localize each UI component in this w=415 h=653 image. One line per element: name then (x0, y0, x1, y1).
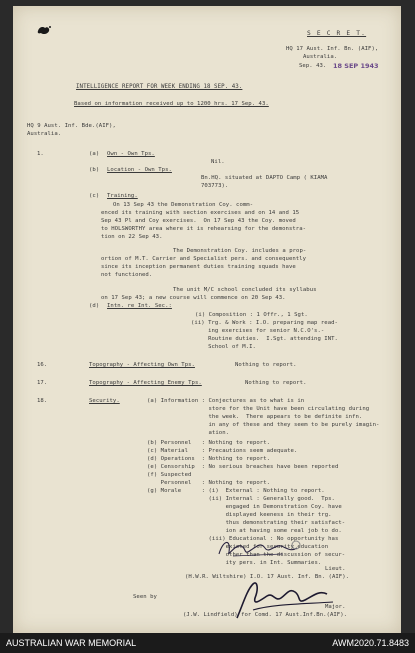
section-number: 17. (37, 380, 48, 386)
security-item: ity pers. in Int. Summaries. (147, 560, 322, 566)
security-item: (ii) Internal : Generally good. Tps. (147, 496, 335, 502)
addressee-line-2: Australia. (27, 131, 62, 137)
security-item: (c) Material : Precautions seem adequate. (147, 448, 298, 454)
int-sec-line: ing exercises for senior N.C.O's.- (191, 328, 325, 334)
security-item: existed for security education (147, 544, 329, 550)
section-heading: Topography - Affecting Own Tps. (89, 362, 195, 368)
archive-footer (0, 633, 415, 653)
security-line: the week. There appears to be definite infn. (147, 414, 363, 420)
training-line: On 13 Sep 43 the Demonstration Coy. comm- (113, 202, 254, 208)
ink-blot (36, 24, 52, 36)
training-line: ortion of M.T. Carrier and Specialist pers. and consequently (101, 256, 307, 262)
signatory-rank: Major. (325, 604, 346, 610)
signatory-name: (H.W.R. Wiltshire) I.O. 17 Aust. Inf. Bn. (AIF). (185, 574, 350, 580)
int-sec-line: School of M.I. (191, 344, 256, 350)
signatory-rank: Lieut. (325, 566, 346, 572)
security-item: engaged in Demonstration Coy. have (147, 504, 342, 510)
int-sec-line: Routine duties. I.Sgt. attending INT. (191, 336, 338, 342)
training-line: since its inception permanent duties training squads have (101, 264, 296, 270)
section-number: 16. (37, 362, 48, 368)
security-line: (a) Information : Conjectures as to what is in (147, 398, 305, 404)
addressee-line-1: HQ 9 Aust. Inf. Bde.(AIF), (27, 123, 116, 129)
section-text: Nothing to report. (235, 362, 297, 368)
security-item: (e) Censorship : No serious breaches have been reported (147, 464, 339, 470)
training-line: on 17 Sep 43; a new course will commence on 20 Sep 43. (101, 295, 286, 301)
int-sec-line: (ii) Trg. & Work : I.O. preparing map read- (191, 320, 338, 326)
section-text: Nothing to report. (245, 380, 307, 386)
security-item: (f) Suspected (147, 472, 192, 478)
security-item: (b) Personnel : Nothing to report. (147, 440, 271, 446)
security-line: store for the Unit have been circulating during (147, 406, 370, 412)
location-text: 703773). (201, 183, 229, 189)
place-line: Australia. (303, 54, 338, 60)
signatory-name: (J.W. Lindfield) for Comd. 17 Aust.Inf.Bn.(AIF). (183, 612, 348, 618)
security-item: (iii) Educational : No opportunity has (147, 536, 339, 542)
circle-mark (291, 540, 301, 550)
report-title: INTELLIGENCE REPORT FOR WEEK ENDING 18 SEP. 43. (76, 84, 243, 90)
item-label: (c) (89, 193, 100, 199)
security-line: ation. (147, 430, 230, 436)
security-item: other than the discussion of secur- (147, 552, 346, 558)
section-heading: Security. (89, 398, 120, 404)
section-number: 1. (37, 151, 44, 157)
item-heading: Training. (107, 193, 138, 199)
nil-text: Nil. (211, 159, 225, 165)
security-item: (d) Operations : Nothing to report. (147, 456, 271, 462)
int-sec-line: (i) Composition : 1 Offr., 1 Sgt. (195, 312, 308, 318)
training-line: not functioned. (101, 272, 153, 278)
section-heading: Topography - Affecting Enemy Tps. (89, 380, 202, 386)
seen-by-label: Seen by (133, 594, 157, 600)
item-label: (a) (89, 151, 100, 157)
archive-name: AUSTRALIAN WAR MEMORIAL (6, 638, 137, 648)
security-item: displayed keeness in their trg. (147, 512, 332, 518)
hq-line: HQ 17 Aust. Inf. Bn. (AIF), (286, 46, 379, 52)
secret-heading: S E C R E T. (307, 30, 367, 37)
item-label: (b) (89, 167, 100, 173)
training-line: enced its training with section exercises and on 14 and 15 (101, 210, 300, 216)
item-heading: Own - Own Tps. (107, 151, 155, 157)
item-heading: Location - Own Tps. (107, 167, 172, 173)
location-text: Bn.HQ. situated at DAPTO Camp ( KIAMA (201, 175, 328, 181)
signature-io (213, 534, 303, 562)
report-subtitle: Based on information received up to 1200 hrs. 17 Sep. 43. (74, 101, 269, 107)
security-line: in any of these and they seem to be purely imagin- (147, 422, 380, 428)
training-line: tion on 22 Sep 43. (101, 234, 163, 240)
document-page (13, 6, 401, 633)
security-item: ion at having some real job to do. (147, 528, 342, 534)
security-item: Personnel : Nothing to report. (147, 480, 271, 486)
training-line: to HOLSWORTHY area where it is rehearsing for the demonstra- (101, 226, 307, 232)
archive-reference: AWM2020.71.8483 (332, 638, 409, 648)
date-typed: Sep. 43. (299, 63, 327, 69)
date-stamp: 18 SEP 1943 (333, 62, 379, 70)
security-item: thus demonstrating their satisfact- (147, 520, 346, 526)
training-line: The Demonstration Coy. includes a prop- (173, 248, 307, 254)
item-heading: Intn. re Int. Sec.: (107, 303, 172, 309)
item-label: (d) (89, 303, 100, 309)
security-item: (g) Morale : (i) External : Nothing to report. (147, 488, 325, 494)
training-line: The unit M/C school concluded its syllabus (173, 287, 317, 293)
training-line: Sep 43 Pl and Coy exercises. On 17 Sep 43 the Coy. moved (101, 218, 296, 224)
section-number: 18. (37, 398, 48, 404)
